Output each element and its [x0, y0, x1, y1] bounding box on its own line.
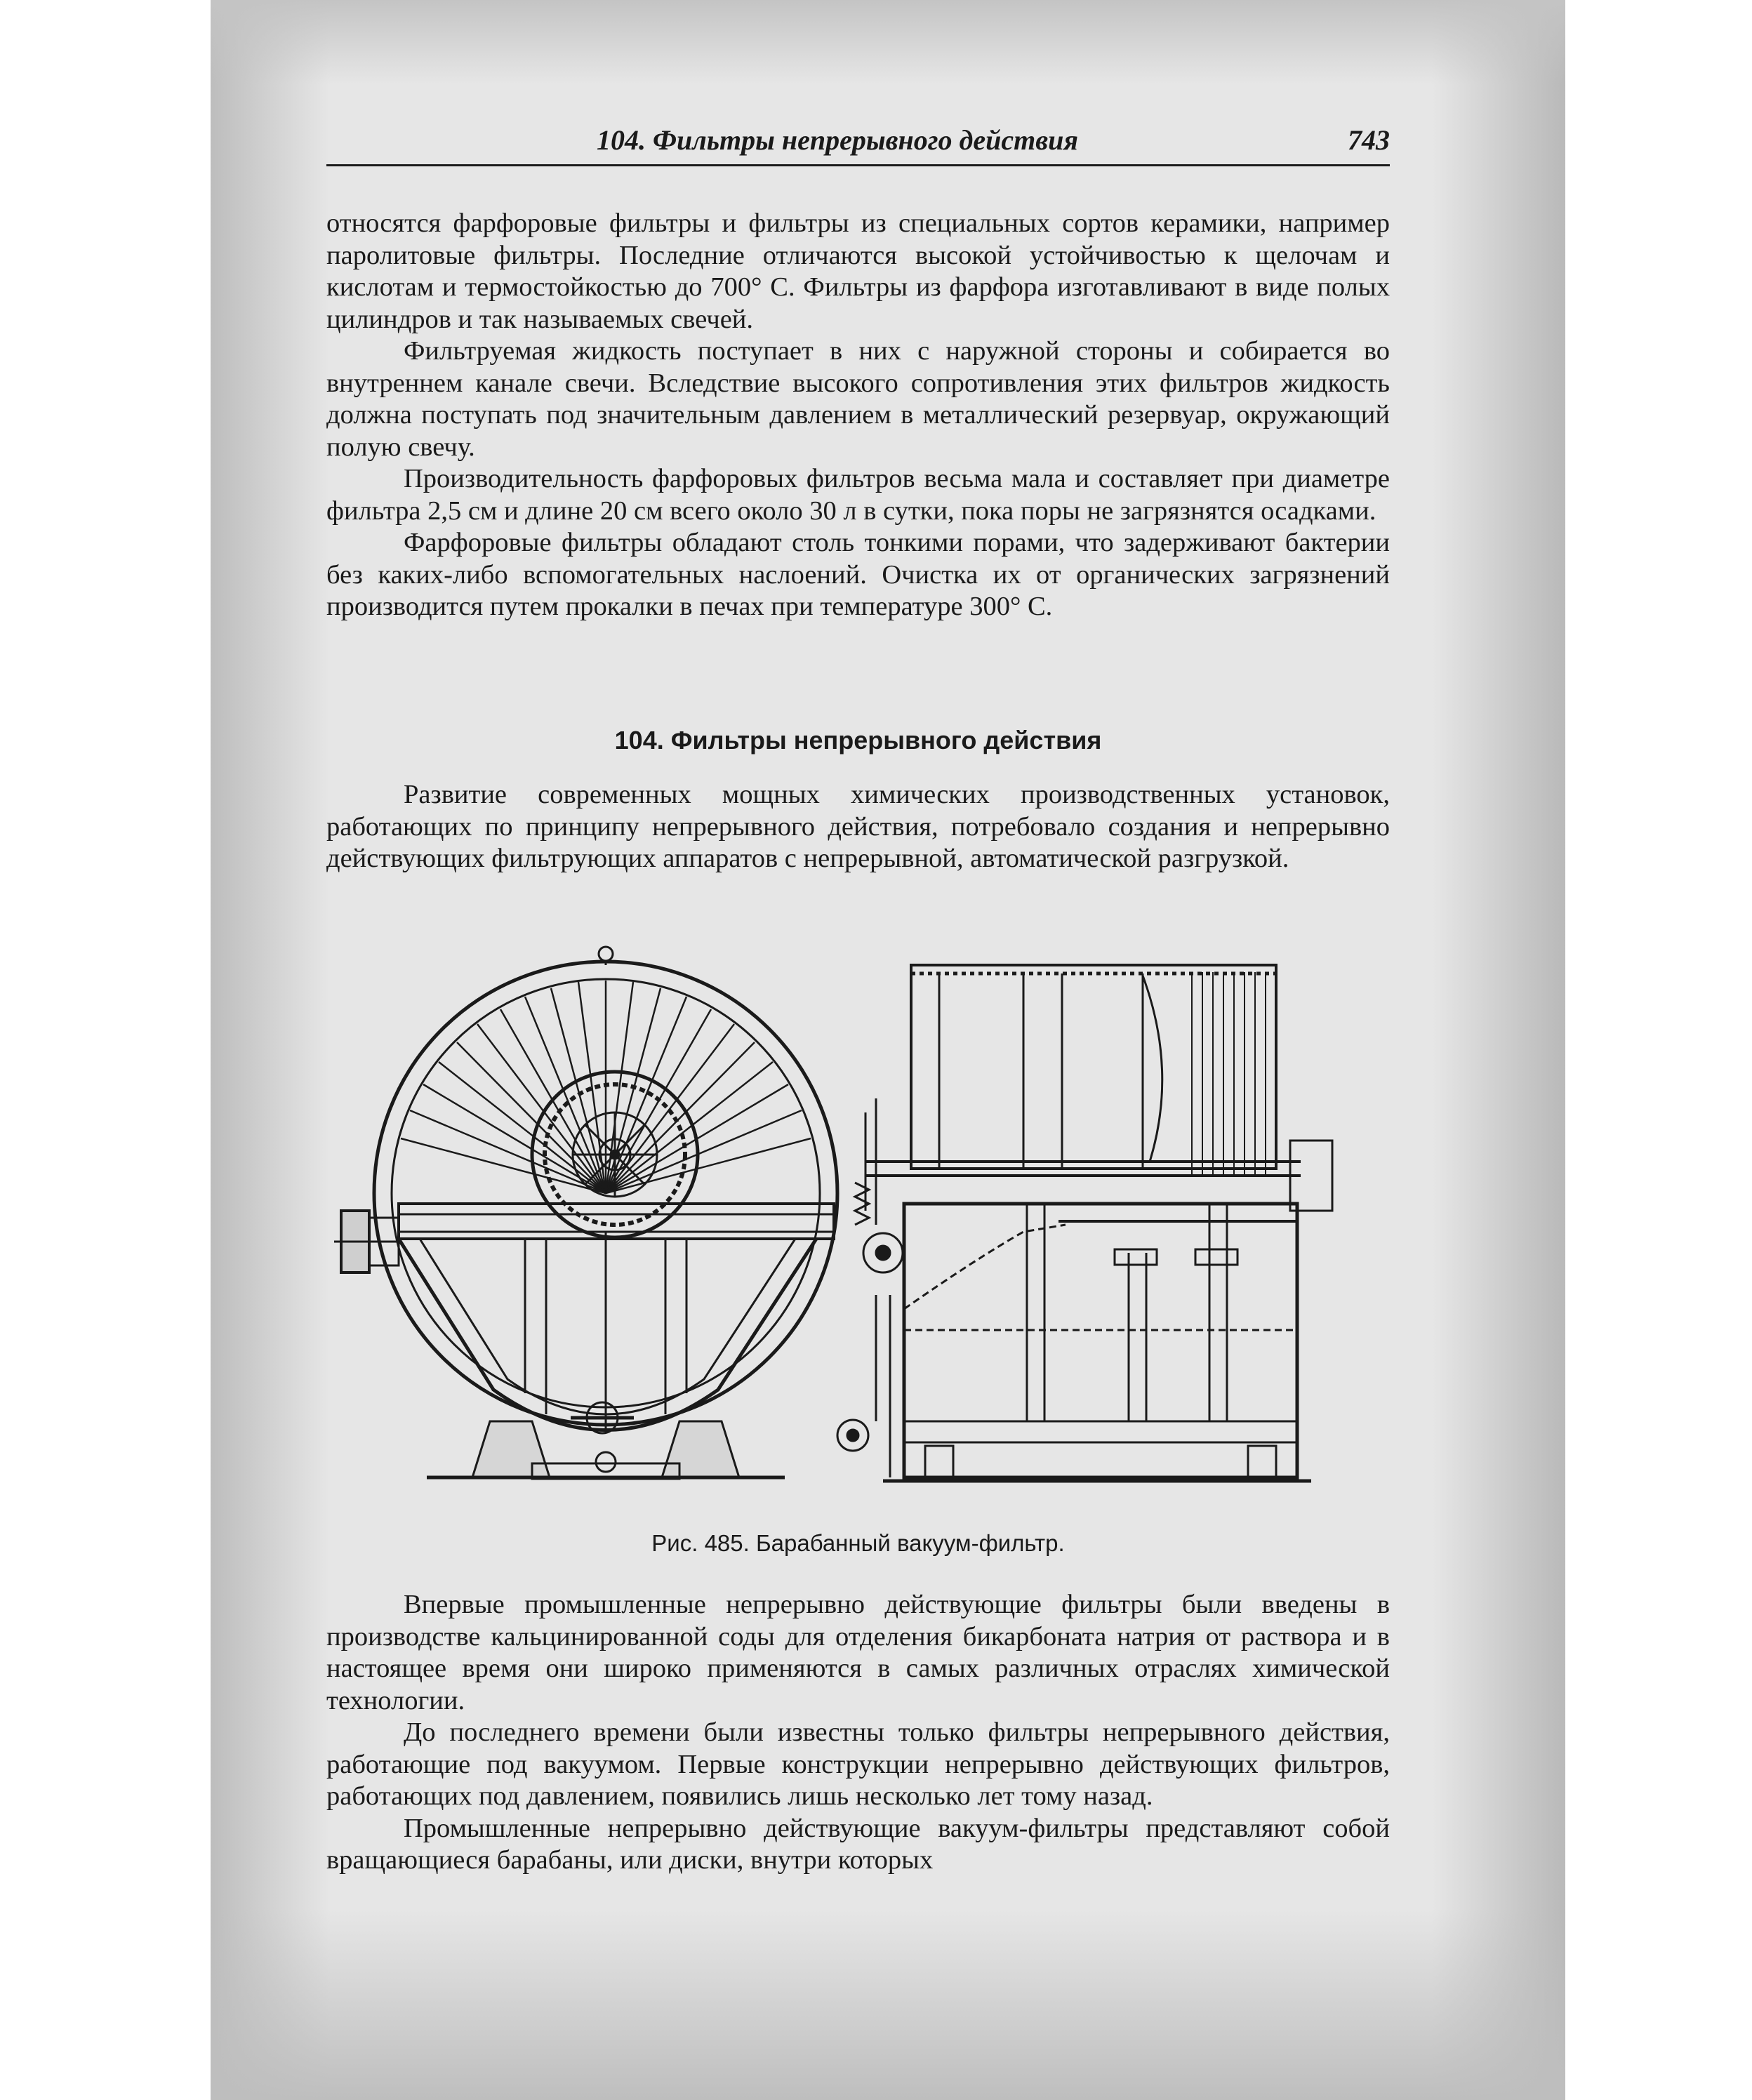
- paragraph: Промышленные непрерывно действующие вакуум-фильтры представляют собой вращающиеся барабаны, или диски, внутри которых: [326, 1813, 1390, 1875]
- paragraph: Производительность фарфоровых фильтров весьма мала и составляет при диаметре фильтра 2,5 см и длине 20 см всего около 30 л в сутки, пока поры не загрязнятся осадками.: [326, 464, 1390, 526]
- running-head-title: 104. Фильтры непрерывного действия: [597, 124, 1078, 156]
- scan-shadow-top: [211, 0, 1565, 84]
- paragraph: относятся фарфоровые фильтры и фильтры из специальных сортов керамики, например паролитовые фильтры. Последние отличаются высокой устойчивостью к щелочам и кислотам и термостойкостью до 700° С. Фильтры из фарфора изготавливают в виде полых цилиндров и так называемых свечей.: [326, 208, 1390, 334]
- paragraph: До последнего времени были известны только фильтры непрерывного действия, работающие под вакуумом. Первые конструкции непрерывно действующих фильтров, работающих под давлением, появились лишь несколько лет тому назад.: [326, 1717, 1390, 1811]
- paragraph: Впервые промышленные непрерывно действующие фильтры были введены в производстве кальцинированной соды для отделения бикарбоната натрия от раствора и в настоящее время они широко применяются в самых различных отраслях химической технологии.: [326, 1590, 1390, 1715]
- paragraph: Фильтруемая жидкость поступает в них с наружной стороны и собирается во внутреннем канале свечи. Вследствие высокого сопротивления этих фильтров жидкость должна поступать под значительным давлением в металлический резервуар, окружающий полую свечу.: [326, 336, 1390, 462]
- paragraph: Фарфоровые фильтры обладают столь тонкими порами, что задерживают бактерии без каких-либо вспомогательных наслоений. Очистка их от органических загрязнений производится путем прокалки в печах при температуре 300° С.: [326, 528, 1390, 621]
- paragraph: Развитие современных мощных химических производственных установок, работающих по принципу непрерывного действия, потребовало создания и непрерывно действующих фильтрующих аппаратов с непрерывной, автоматической разгрузкой.: [326, 780, 1390, 873]
- front-view-drawing: [334, 947, 837, 1479]
- page-number: 743: [1348, 124, 1390, 156]
- text-block-bottom: [326, 1589, 1390, 1877]
- side-view-drawing: [837, 965, 1332, 1481]
- section-heading: 104. Фильтры непрерывного действия: [614, 726, 1102, 755]
- scan-shadow-right: [1432, 0, 1565, 2100]
- scan-shadow-bottom: [211, 1909, 1565, 2100]
- figure-caption: Рис. 485. Барабанный вакуум-фильтр.: [651, 1530, 1065, 1556]
- text-block-top: [326, 208, 1390, 623]
- running-head: [326, 124, 1390, 166]
- text-block-intro: [326, 779, 1390, 875]
- figure-drum-vacuum-filter: [321, 930, 1399, 1516]
- scan-shadow-left: [211, 0, 330, 2100]
